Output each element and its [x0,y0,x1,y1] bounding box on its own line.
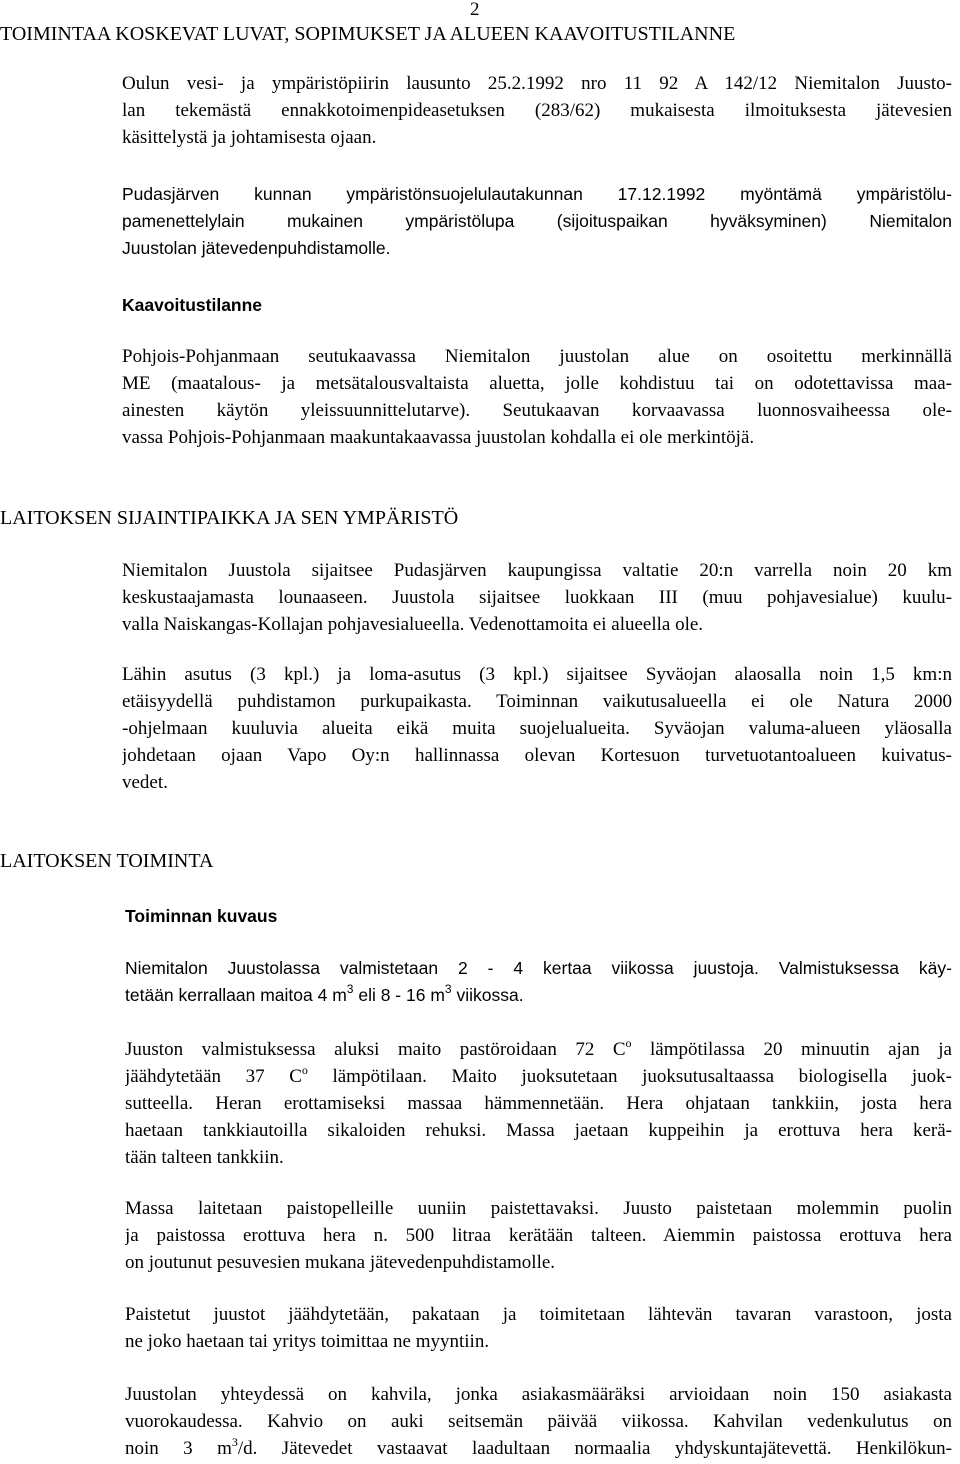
page-number: 2 [470,0,480,20]
text-line [125,1435,952,1462]
paragraph-location-1 [122,557,952,638]
text-run: lämpötilassa 20 minuutin ajan ja [631,1039,952,1060]
superscript: 3 [444,982,452,997]
paragraph-permits-2 [122,181,952,262]
text-line: vassa Pohjois-Pohjanmaan maakuntakaavassa juustolan kohdalla ei ole merkintöjä. [122,427,755,448]
text-line: Juustolan yhteydessä on kahvila, jonka asiakasmääräksi arvioidaan noin 150 asiakasta [125,1384,952,1405]
section-heading-location: LAITOKSEN SIJAINTIPAIKKA JA SEN YMPÄRISTÖ [0,507,459,529]
text-line [125,982,952,1009]
text-line: -ohjelmaan kuuluvia alueita eikä muita suojelualueita. Syväojan valuma-alueen yläosalla [122,718,952,739]
text-line [125,1036,952,1063]
text-line: lan tekemästä ennakkotoimenpideasetuksen (283/62) mukaisesta ilmoituksesta jätevesien [122,100,952,121]
subheading-operation-description: Toiminnan kuvaus [125,906,278,926]
text-line: ME (maatalous- ja metsätalousvaltaista aluetta, jolle kohdistuu tai on odotettavissa maa- [122,373,952,394]
paragraph-zoning [122,343,952,451]
text-line [125,1063,952,1090]
text-run: /d. Jätevedet vastaavat laadultaan normaalia yhdyskuntajätevettä. Henkilökun- [237,1438,952,1459]
paragraph-operation-5 [125,1381,952,1462]
text-line: Massa laitetaan paistopelleille uuniin paistettavaksi. Juusto paistetaan molemmin puolin [125,1198,952,1219]
paragraph-operation-2 [125,1036,952,1171]
text-run: lämpötilaan. Maito juoksutetaan juoksutusaltaassa biologisella juok- [307,1066,952,1087]
text-run: noin 3 m [125,1438,232,1459]
text-line: ainesten käytön yleissuunnittelutarve). Seutukaavan korvaavassa luonnosvaiheessa ole- [122,400,952,421]
superscript: o [625,1036,632,1050]
text-line: vuorokaudessa. Kahvio on auki seitsemän päivää viikossa. Kahvilan vedenkulutus on [125,1411,952,1432]
paragraph-operation-4 [125,1301,952,1355]
paragraph-permits-1 [122,70,952,151]
section-heading-operation: LAITOKSEN TOIMINTA [0,850,214,872]
paragraph-operation-3 [125,1195,952,1276]
text-line: Pohjois-Pohjanmaan seutukaavassa Niemitalon juustolan alue on osoitettu merkinnällä [122,346,952,367]
text-line: pamenettelylain mukainen ympäristölupa (sijoituspaikan hyväksyminen) Niemitalon [122,211,952,231]
text-line: johdetaan ojaan Vapo Oy:n hallinnassa olevan Kortesuon turvetuotantoalueen kuivatus- [122,745,952,766]
text-run: eli 8 - 16 m [353,985,445,1005]
text-line: Niemitalon Juustola sijaitsee Pudasjärven kaupungissa valtatie 20:n varrella noin 20 km [122,560,952,581]
text-line: on joutunut pesuvesien mukana jätevedenpuhdistamolle. [125,1252,556,1273]
text-line: käsittelystä ja johtamisesta ojaan. [122,127,377,148]
text-line: Lähin asutus (3 kpl.) ja loma-asutus (3 kpl.) sijaitsee Syväojan alaosalla noin 1,5 km:n [122,664,952,685]
paragraph-operation-1 [125,955,952,1009]
text-line: haetaan tankkiautoilla sikaloiden rehuksi. Massa jaetaan kuppeihin ja erottuva hera kerä- [125,1120,952,1141]
text-line: vedet. [122,772,168,793]
text-run: tetään kerrallaan maitoa 4 m [125,985,347,1005]
text-line: Oulun vesi- ja ympäristöpiirin lausunto 25.2.1992 nro 11 92 A 142/12 Niemitalon Juusto- [122,73,952,94]
text-run: Juuston valmistuksessa aluksi maito pastöroidaan 72 C [125,1039,626,1060]
text-run: jäähdytetään 37 C [125,1066,302,1087]
superscript: 3 [231,1435,238,1449]
text-line: sutteella. Heran erottamiseksi massaa hämmennetään. Hera ohjataan tankkiin, josta hera [125,1093,952,1114]
superscript: 3 [346,982,354,997]
text-line: Juustolan jätevedenpuhdistamolle. [122,238,391,258]
text-line: ne joko haetaan tai yritys toimittaa ne myyntiin. [125,1331,490,1352]
superscript: o [301,1063,308,1077]
text-line: keskustaajamasta lounaaseen. Juustola sijaitsee luokkaan III (muu pohjavesialue) kuulu- [122,587,952,608]
text-line: ja paistossa erottuva hera n. 500 litraa kerätään talteen. Aiemmin paistossa erottuva hera [125,1225,952,1246]
text-line: valla Naiskangas-Kollajan pohjavesialueella. Vedenottamoita ei alueella ole. [122,614,704,635]
section-heading-permits: TOIMINTAA KOSKEVAT LUVAT, SOPIMUKSET JA ALUEEN KAAVOITUSTILANNE [0,23,736,45]
text-line: Niemitalon Juustolassa valmistetaan 2 - 4 kertaa viikossa juustoja. Valmistuksessa käy- [125,958,952,978]
text-line: Paistetut juustot jäähdytetään, pakataan ja toimitetaan lähtevän tavaran varastoon, josta [125,1304,952,1325]
paragraph-location-2 [122,661,952,796]
text-line: Pudasjärven kunnan ympäristönsuojelulautakunnan 17.12.1992 myöntämä ympäristölu- [122,184,952,204]
text-line: etäisyydellä puhdistamon purkupaikasta. Toiminnan vaikutusalueella ei ole Natura 2000 [122,691,952,712]
subheading-zoning: Kaavoitustilanne [122,295,263,315]
text-run: viikossa. [451,985,524,1005]
text-line: tään talteen tankkiin. [125,1147,284,1168]
